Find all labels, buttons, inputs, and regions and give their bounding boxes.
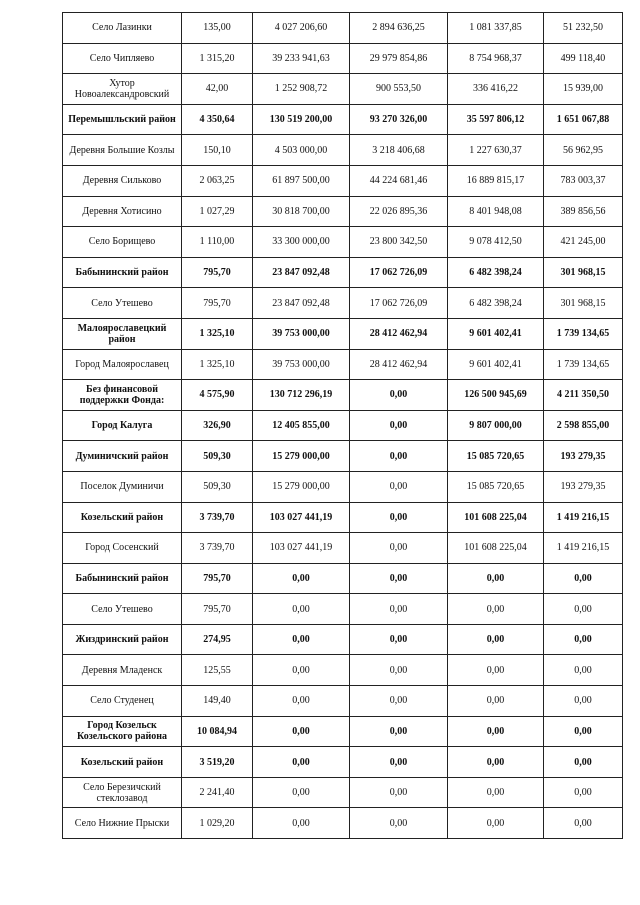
cell-fund: 0,00 bbox=[350, 410, 448, 441]
cell-budget: 8 754 968,37 bbox=[448, 43, 544, 74]
cell-name: Жиздринский район bbox=[63, 624, 182, 655]
cell-other: 193 279,35 bbox=[544, 471, 623, 502]
table-row bbox=[63, 808, 623, 839]
cell-fund: 0,00 bbox=[350, 533, 448, 564]
cell-name: Деревня Большие Козлы bbox=[63, 135, 182, 166]
table-row bbox=[63, 165, 623, 196]
cell-budget: 9 078 412,50 bbox=[448, 227, 544, 258]
cell-fund: 0,00 bbox=[350, 808, 448, 839]
cell-other: 1 419 216,15 bbox=[544, 533, 623, 564]
cell-area: 1 110,00 bbox=[182, 227, 253, 258]
cell-other: 301 968,15 bbox=[544, 257, 623, 288]
cell-name: Козельский район bbox=[63, 502, 182, 533]
cell-total: 103 027 441,19 bbox=[253, 502, 350, 533]
cell-name: Деревня Хотисино bbox=[63, 196, 182, 227]
cell-other: 193 279,35 bbox=[544, 441, 623, 472]
cell-name: Без финансовой поддержки Фонда: bbox=[63, 380, 182, 411]
cell-total: 4 027 206,60 bbox=[253, 13, 350, 44]
cell-name: Село Борищево bbox=[63, 227, 182, 258]
table-row bbox=[63, 655, 623, 686]
cell-other: 499 118,40 bbox=[544, 43, 623, 74]
cell-total: 4 503 000,00 bbox=[253, 135, 350, 166]
cell-fund: 0,00 bbox=[350, 502, 448, 533]
cell-other: 0,00 bbox=[544, 716, 623, 747]
cell-area: 3 519,20 bbox=[182, 747, 253, 778]
cell-budget: 0,00 bbox=[448, 716, 544, 747]
cell-fund: 17 062 726,09 bbox=[350, 288, 448, 319]
cell-area: 135,00 bbox=[182, 13, 253, 44]
cell-fund: 0,00 bbox=[350, 441, 448, 472]
cell-fund: 0,00 bbox=[350, 686, 448, 717]
cell-total: 130 519 200,00 bbox=[253, 104, 350, 135]
cell-budget: 9 601 402,41 bbox=[448, 349, 544, 380]
cell-fund: 3 218 406,68 bbox=[350, 135, 448, 166]
cell-fund: 0,00 bbox=[350, 624, 448, 655]
cell-budget: 0,00 bbox=[448, 808, 544, 839]
table-row bbox=[63, 594, 623, 625]
cell-area: 2 241,40 bbox=[182, 777, 253, 808]
cell-total: 61 897 500,00 bbox=[253, 165, 350, 196]
table-row bbox=[63, 380, 623, 411]
cell-other: 0,00 bbox=[544, 747, 623, 778]
table-body bbox=[63, 13, 623, 839]
cell-area: 150,10 bbox=[182, 135, 253, 166]
cell-total: 1 252 908,72 bbox=[253, 74, 350, 105]
cell-area: 795,70 bbox=[182, 288, 253, 319]
cell-other: 15 939,00 bbox=[544, 74, 623, 105]
cell-fund: 900 553,50 bbox=[350, 74, 448, 105]
cell-area: 3 739,70 bbox=[182, 533, 253, 564]
cell-fund: 0,00 bbox=[350, 380, 448, 411]
cell-name: Деревня Младенск bbox=[63, 655, 182, 686]
cell-total: 0,00 bbox=[253, 808, 350, 839]
cell-area: 1 029,20 bbox=[182, 808, 253, 839]
cell-budget: 0,00 bbox=[448, 563, 544, 594]
table-row bbox=[63, 318, 623, 349]
cell-other: 783 003,37 bbox=[544, 165, 623, 196]
cell-name: Город Калуга bbox=[63, 410, 182, 441]
cell-budget: 35 597 806,12 bbox=[448, 104, 544, 135]
cell-budget: 6 482 398,24 bbox=[448, 257, 544, 288]
cell-name: Город Малоярославец bbox=[63, 349, 182, 380]
table-row bbox=[63, 13, 623, 44]
cell-name: Село Утешево bbox=[63, 594, 182, 625]
cell-fund: 23 800 342,50 bbox=[350, 227, 448, 258]
cell-other: 0,00 bbox=[544, 777, 623, 808]
cell-total: 0,00 bbox=[253, 716, 350, 747]
cell-fund: 0,00 bbox=[350, 471, 448, 502]
table-row bbox=[63, 104, 623, 135]
table-row bbox=[63, 196, 623, 227]
cell-total: 12 405 855,00 bbox=[253, 410, 350, 441]
cell-other: 0,00 bbox=[544, 594, 623, 625]
cell-area: 42,00 bbox=[182, 74, 253, 105]
cell-total: 0,00 bbox=[253, 655, 350, 686]
cell-area: 10 084,94 bbox=[182, 716, 253, 747]
cell-fund: 0,00 bbox=[350, 563, 448, 594]
table-row bbox=[63, 502, 623, 533]
cell-area: 4 350,64 bbox=[182, 104, 253, 135]
cell-budget: 8 401 948,08 bbox=[448, 196, 544, 227]
cell-name: Село Березичский стеклозавод bbox=[63, 777, 182, 808]
cell-other: 0,00 bbox=[544, 655, 623, 686]
cell-fund: 0,00 bbox=[350, 716, 448, 747]
cell-budget: 101 608 225,04 bbox=[448, 533, 544, 564]
cell-total: 15 279 000,00 bbox=[253, 441, 350, 472]
cell-area: 1 027,29 bbox=[182, 196, 253, 227]
table-row bbox=[63, 624, 623, 655]
cell-budget: 1 227 630,37 bbox=[448, 135, 544, 166]
cell-budget: 0,00 bbox=[448, 655, 544, 686]
cell-total: 0,00 bbox=[253, 563, 350, 594]
cell-other: 0,00 bbox=[544, 624, 623, 655]
cell-area: 1 325,10 bbox=[182, 349, 253, 380]
cell-total: 0,00 bbox=[253, 624, 350, 655]
cell-name: Село Нижние Прыски bbox=[63, 808, 182, 839]
cell-other: 1 419 216,15 bbox=[544, 502, 623, 533]
table-row bbox=[63, 43, 623, 74]
cell-name: Город Сосенский bbox=[63, 533, 182, 564]
cell-area: 2 063,25 bbox=[182, 165, 253, 196]
cell-total: 0,00 bbox=[253, 594, 350, 625]
cell-budget: 0,00 bbox=[448, 624, 544, 655]
cell-fund: 28 412 462,94 bbox=[350, 318, 448, 349]
cell-area: 1 315,20 bbox=[182, 43, 253, 74]
table-row bbox=[63, 74, 623, 105]
cell-budget: 15 085 720,65 bbox=[448, 471, 544, 502]
table-row bbox=[63, 441, 623, 472]
cell-other: 1 739 134,65 bbox=[544, 318, 623, 349]
cell-total: 0,00 bbox=[253, 747, 350, 778]
cell-fund: 0,00 bbox=[350, 777, 448, 808]
cell-fund: 22 026 895,36 bbox=[350, 196, 448, 227]
cell-budget: 101 608 225,04 bbox=[448, 502, 544, 533]
cell-fund: 93 270 326,00 bbox=[350, 104, 448, 135]
cell-name: Перемышльский район bbox=[63, 104, 182, 135]
cell-other: 389 856,56 bbox=[544, 196, 623, 227]
cell-other: 0,00 bbox=[544, 686, 623, 717]
cell-total: 0,00 bbox=[253, 686, 350, 717]
cell-name: Козельский район bbox=[63, 747, 182, 778]
cell-fund: 17 062 726,09 bbox=[350, 257, 448, 288]
cell-name: Думиничский район bbox=[63, 441, 182, 472]
cell-fund: 2 894 636,25 bbox=[350, 13, 448, 44]
cell-area: 3 739,70 bbox=[182, 502, 253, 533]
cell-budget: 126 500 945,69 bbox=[448, 380, 544, 411]
cell-total: 33 300 000,00 bbox=[253, 227, 350, 258]
cell-budget: 0,00 bbox=[448, 686, 544, 717]
cell-name: Бабынинский район bbox=[63, 257, 182, 288]
cell-total: 23 847 092,48 bbox=[253, 257, 350, 288]
cell-name: Город Козельск Козельского района bbox=[63, 716, 182, 747]
cell-name: Село Студенец bbox=[63, 686, 182, 717]
cell-budget: 9 601 402,41 bbox=[448, 318, 544, 349]
cell-name: Хутор Новоалександровский bbox=[63, 74, 182, 105]
cell-area: 125,55 bbox=[182, 655, 253, 686]
cell-other: 51 232,50 bbox=[544, 13, 623, 44]
cell-total: 0,00 bbox=[253, 777, 350, 808]
table-row bbox=[63, 288, 623, 319]
cell-budget: 0,00 bbox=[448, 777, 544, 808]
cell-other: 2 598 855,00 bbox=[544, 410, 623, 441]
cell-name: Бабынинский район bbox=[63, 563, 182, 594]
cell-budget: 0,00 bbox=[448, 594, 544, 625]
cell-other: 1 739 134,65 bbox=[544, 349, 623, 380]
cell-other: 1 651 067,88 bbox=[544, 104, 623, 135]
cell-name: Малоярославецкий район bbox=[63, 318, 182, 349]
table-row bbox=[63, 257, 623, 288]
cell-area: 509,30 bbox=[182, 441, 253, 472]
cell-budget: 1 081 337,85 bbox=[448, 13, 544, 44]
cell-budget: 0,00 bbox=[448, 747, 544, 778]
cell-fund: 44 224 681,46 bbox=[350, 165, 448, 196]
cell-name: Село Чипляево bbox=[63, 43, 182, 74]
cell-other: 4 211 350,50 bbox=[544, 380, 623, 411]
cell-name: Деревня Сильково bbox=[63, 165, 182, 196]
table-row bbox=[63, 563, 623, 594]
cell-total: 23 847 092,48 bbox=[253, 288, 350, 319]
cell-other: 56 962,95 bbox=[544, 135, 623, 166]
cell-area: 4 575,90 bbox=[182, 380, 253, 411]
cell-other: 301 968,15 bbox=[544, 288, 623, 319]
cell-total: 15 279 000,00 bbox=[253, 471, 350, 502]
table-row bbox=[63, 410, 623, 441]
data-table bbox=[62, 12, 623, 839]
table-row bbox=[63, 716, 623, 747]
table-row bbox=[63, 227, 623, 258]
cell-total: 39 753 000,00 bbox=[253, 349, 350, 380]
cell-total: 130 712 296,19 bbox=[253, 380, 350, 411]
cell-other: 0,00 bbox=[544, 563, 623, 594]
cell-area: 509,30 bbox=[182, 471, 253, 502]
cell-total: 39 753 000,00 bbox=[253, 318, 350, 349]
cell-fund: 29 979 854,86 bbox=[350, 43, 448, 74]
cell-name: Поселок Думиничи bbox=[63, 471, 182, 502]
cell-total: 30 818 700,00 bbox=[253, 196, 350, 227]
table-row bbox=[63, 686, 623, 717]
cell-budget: 16 889 815,17 bbox=[448, 165, 544, 196]
cell-other: 0,00 bbox=[544, 808, 623, 839]
cell-budget: 15 085 720,65 bbox=[448, 441, 544, 472]
table-row bbox=[63, 777, 623, 808]
table-row bbox=[63, 747, 623, 778]
cell-name: Село Лазинки bbox=[63, 13, 182, 44]
cell-area: 326,90 bbox=[182, 410, 253, 441]
cell-budget: 6 482 398,24 bbox=[448, 288, 544, 319]
cell-total: 39 233 941,63 bbox=[253, 43, 350, 74]
cell-budget: 336 416,22 bbox=[448, 74, 544, 105]
cell-area: 795,70 bbox=[182, 257, 253, 288]
cell-fund: 0,00 bbox=[350, 747, 448, 778]
table-row bbox=[63, 533, 623, 564]
cell-name: Село Утешево bbox=[63, 288, 182, 319]
table-row bbox=[63, 349, 623, 380]
cell-budget: 9 807 000,00 bbox=[448, 410, 544, 441]
cell-area: 149,40 bbox=[182, 686, 253, 717]
cell-area: 795,70 bbox=[182, 563, 253, 594]
cell-area: 274,95 bbox=[182, 624, 253, 655]
cell-fund: 0,00 bbox=[350, 655, 448, 686]
cell-area: 1 325,10 bbox=[182, 318, 253, 349]
table-row bbox=[63, 471, 623, 502]
cell-fund: 28 412 462,94 bbox=[350, 349, 448, 380]
cell-other: 421 245,00 bbox=[544, 227, 623, 258]
cell-area: 795,70 bbox=[182, 594, 253, 625]
cell-total: 103 027 441,19 bbox=[253, 533, 350, 564]
table-row bbox=[63, 135, 623, 166]
cell-fund: 0,00 bbox=[350, 594, 448, 625]
